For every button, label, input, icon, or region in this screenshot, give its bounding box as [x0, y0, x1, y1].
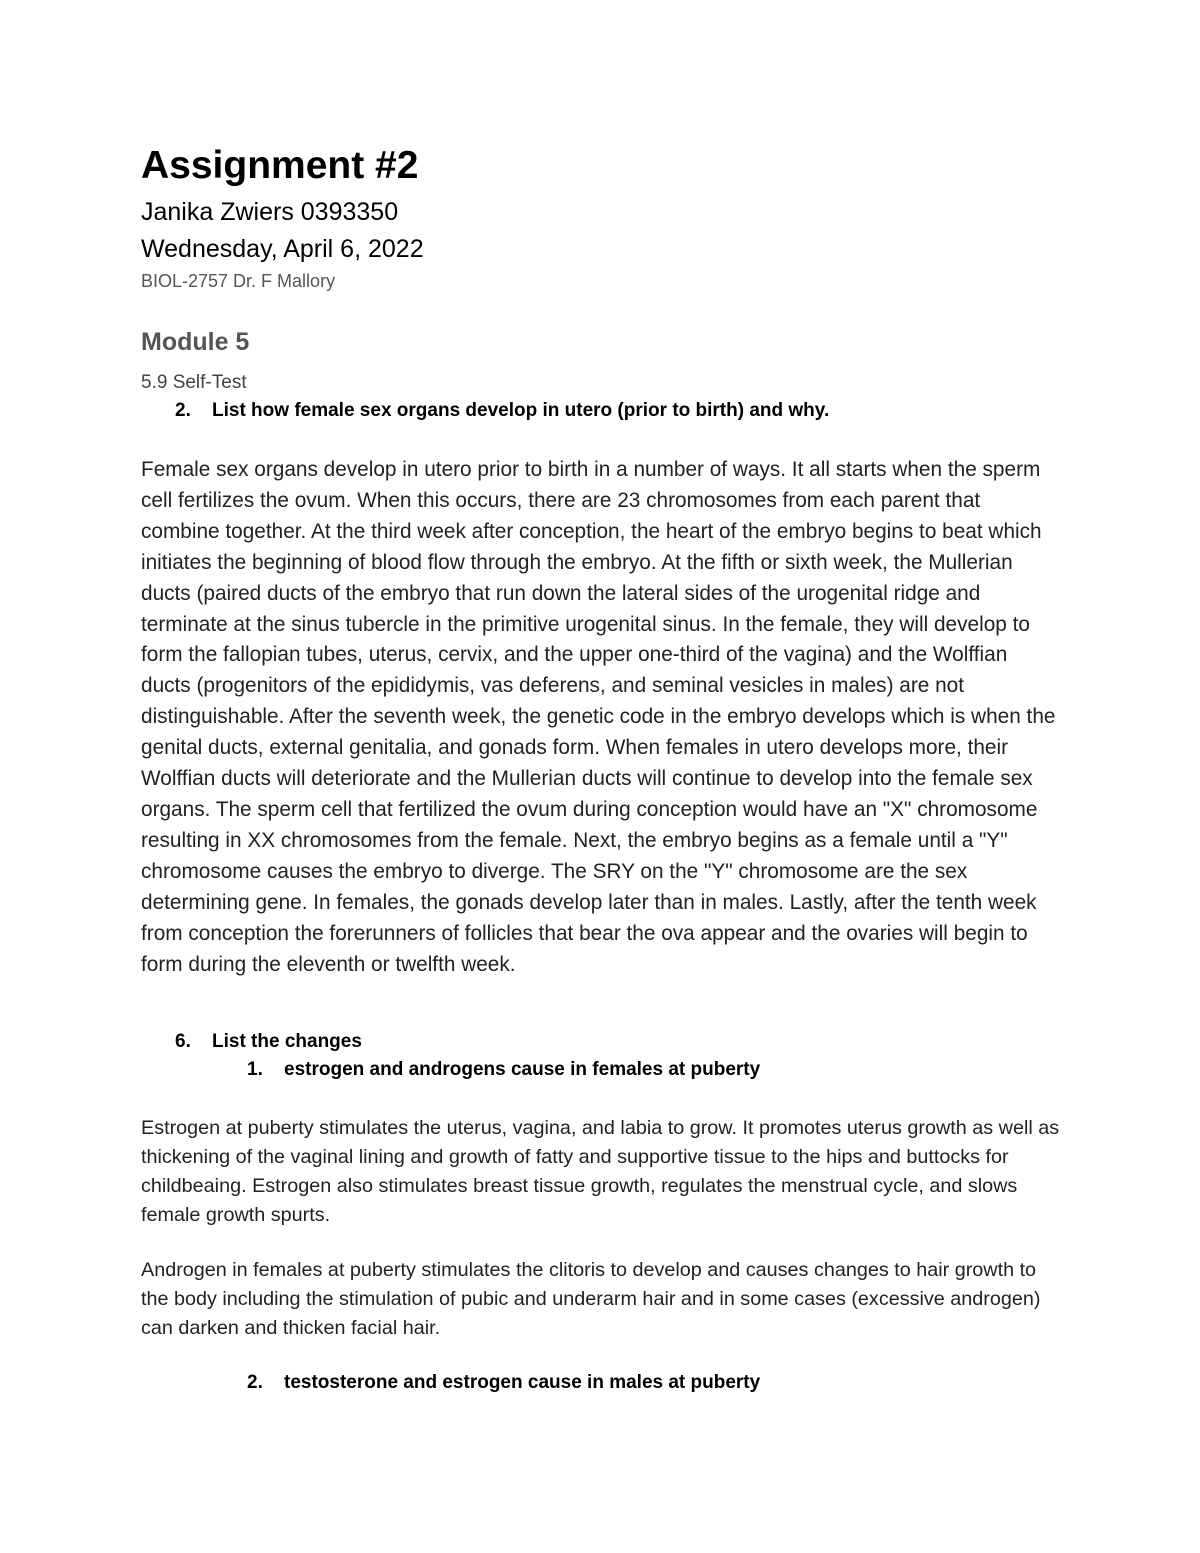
author-line: Janika Zwiers 0393350	[141, 198, 399, 226]
course-line: BIOL-2757 Dr. F Mallory	[141, 271, 336, 291]
question-6-number: 6.	[175, 1031, 191, 1052]
section-label: 5.9 Self-Test	[141, 372, 247, 393]
question-6-text: List the changes	[212, 1031, 362, 1052]
question-6-sub-1-number: 1.	[247, 1059, 263, 1080]
date-line: Wednesday, April 6, 2022	[141, 235, 424, 263]
estrogen-answer: Estrogen at puberty stimulates the uterus, vagina, and labia to grow. It promotes uterus growth as well as thickening of the vaginal lining and growth of fatty and supportive tissue to the hips and buttocks for childbeaing. Estrogen also stimulates breast tissue growth, regulates the menstrual cycle, and slows female growth spurts.	[141, 1117, 1060, 1226]
question-6-sub-2-text: testosterone and estrogen cause in males at puberty	[284, 1372, 761, 1393]
module-heading: Module 5	[141, 328, 250, 356]
question-2-number: 2.	[175, 400, 191, 421]
question-6	[175, 1029, 362, 1055]
question-2-text: List how female sex organs develop in utero (prior to birth) and why.	[212, 400, 830, 421]
question-6-sub-1	[247, 1057, 760, 1083]
assignment-title: Assignment #2	[141, 144, 419, 187]
question-6-sub-2	[247, 1370, 760, 1396]
question-2	[175, 398, 829, 424]
question-6-sub-2-number: 2.	[247, 1372, 263, 1393]
question-2-answer: Female sex organs develop in utero prior to birth in a number of ways. It all starts when the sperm cell fertilizes the ovum. When this occurs, there are 23 chromosomes from each parent that combine together. At the third week after conception, the heart of the embryo begins to beat which initiates the beginning of blood flow through the embryo. At the fifth or sixth week, the Mullerian ducts (paired ducts of the embryo that run down the lateral sides of the urogenital ridge and terminate at the sinus tubercle in the primitive urogenital sinus. In the female, they will develop to form the fallopian tubes, uterus, cervix, and the upper one-third of the vagina) and the Wolffian ducts (progenitors of the epididymis, vas deferens, and seminal vesicles in males) are not distinguishable. After the seventh week, the genetic code in the embryo develops which is when the genital ducts, external genitalia, and gonads form. When females in utero develops more, their Wolffian ducts will deteriorate and the Mullerian ducts will continue to develop into the female sex organs. The sperm cell that fertilized the ovum during conception would have an "X" chromosome resulting in XX chromosomes from the female. Next, the embryo begins as a female until a "Y" chromosome causes the embryo to diverge. The SRY on the "Y" chromosome are the sex determining gene. In females, the gonads develop later than in males. Lastly, after the tenth week from conception the forerunners of follicles that bear the ova appear and the ovaries will begin to form during the eleventh or twelfth week.	[141, 458, 1056, 976]
androgen-answer: Androgen in females at puberty stimulates the clitoris to develop and causes changes to hair growth to the body including the stimulation of pubic and underarm hair and in some cases (excessive androgen) can darken and thicken facial hair.	[141, 1259, 1041, 1339]
question-6-sub-1-text: estrogen and androgens cause in females at puberty	[284, 1059, 761, 1080]
